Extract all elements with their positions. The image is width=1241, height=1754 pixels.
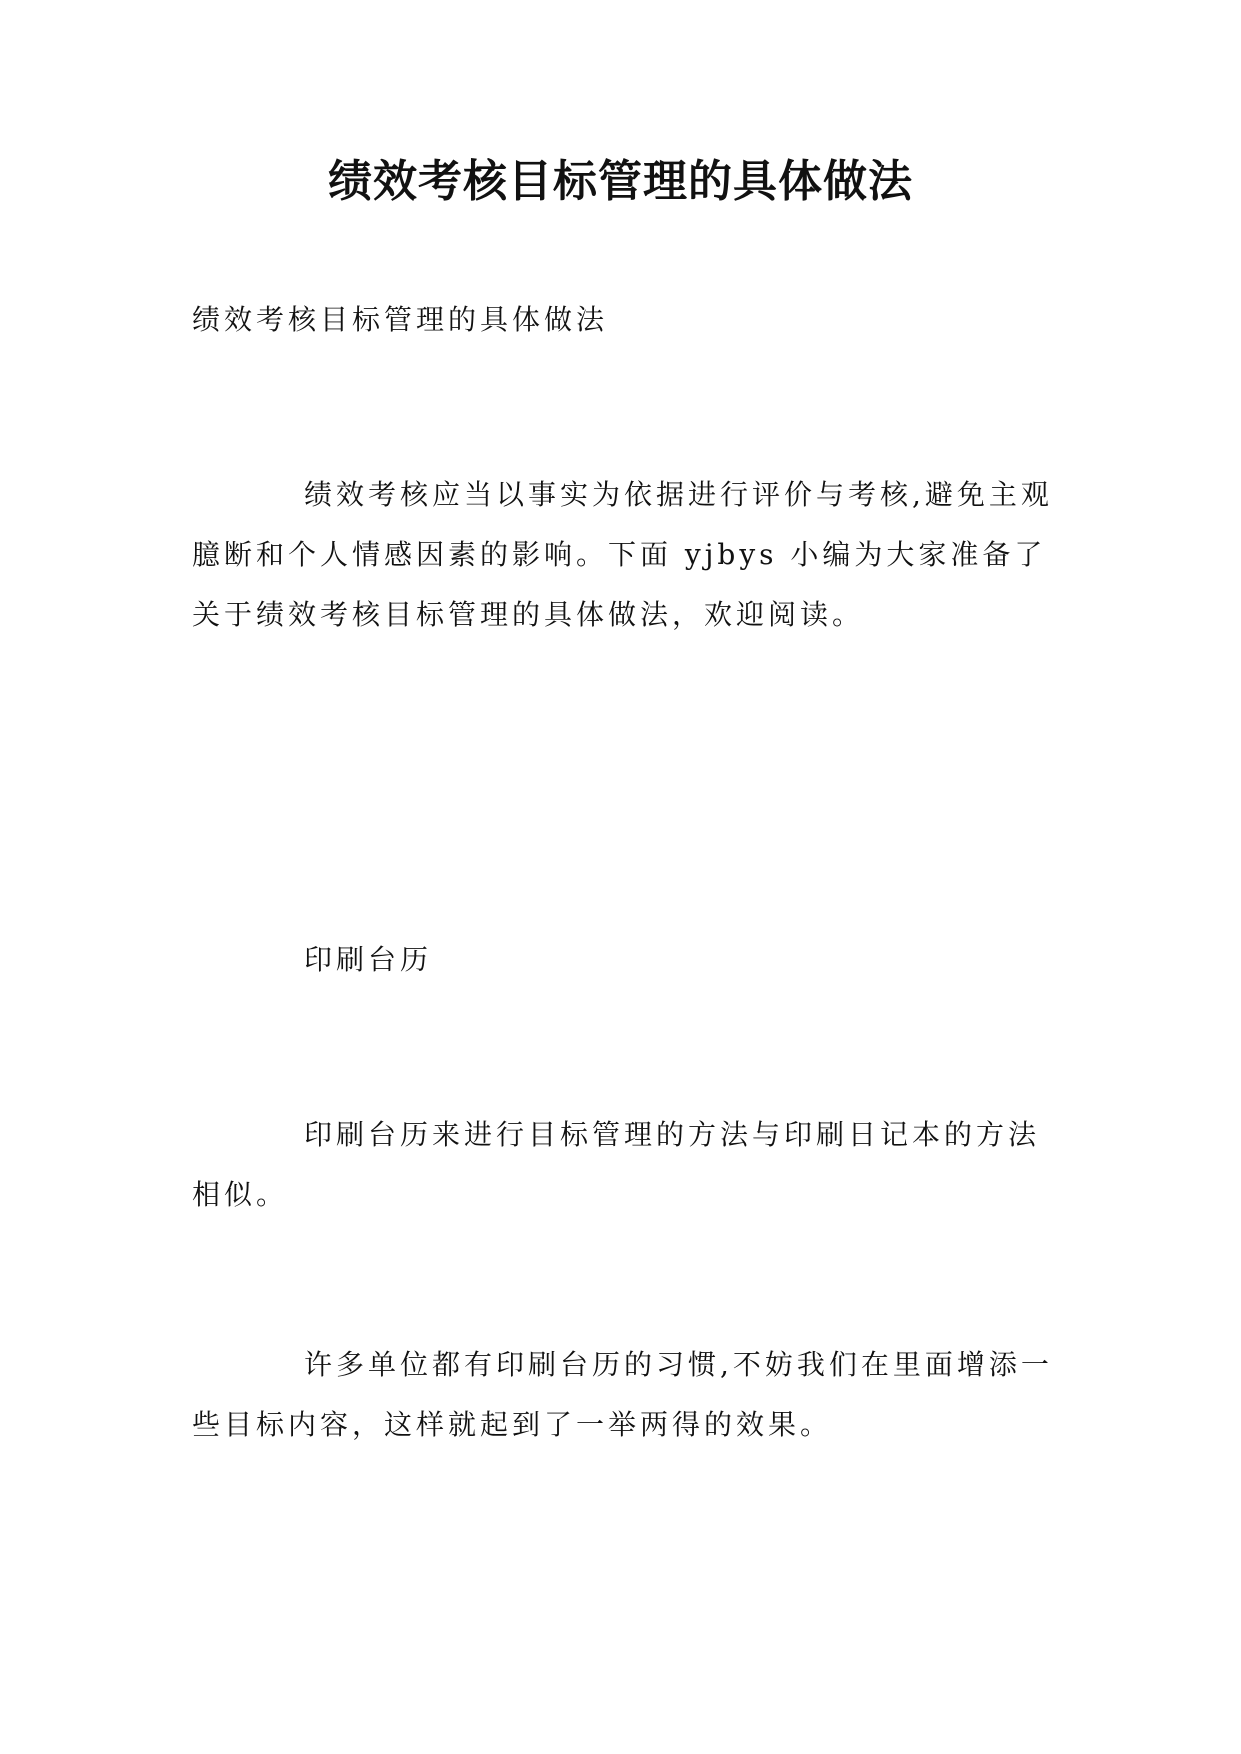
body-paragraph-1: 印刷台历来进行目标管理的方法与印刷日记本的方法相似。: [192, 1118, 1041, 1211]
intro-paragraph: 绩效考核应当以事实为依据进行评价与考核,避免主观臆断和个人情感因素的影响。下面 yjbys 小编为大家准备了关于绩效考核目标管理的具体做法，欢迎阅读。: [192, 478, 1053, 631]
document-subtitle: 绩效考核目标管理的具体做法: [192, 303, 609, 336]
document-title: 绩效考核目标管理的具体做法: [328, 156, 913, 207]
body-paragraph-2: 许多单位都有印刷台历的习惯,不妨我们在里面增添一些目标内容，这样就起到了一举两得的效果。: [192, 1348, 1053, 1441]
section-heading: 印刷台历: [304, 943, 433, 976]
